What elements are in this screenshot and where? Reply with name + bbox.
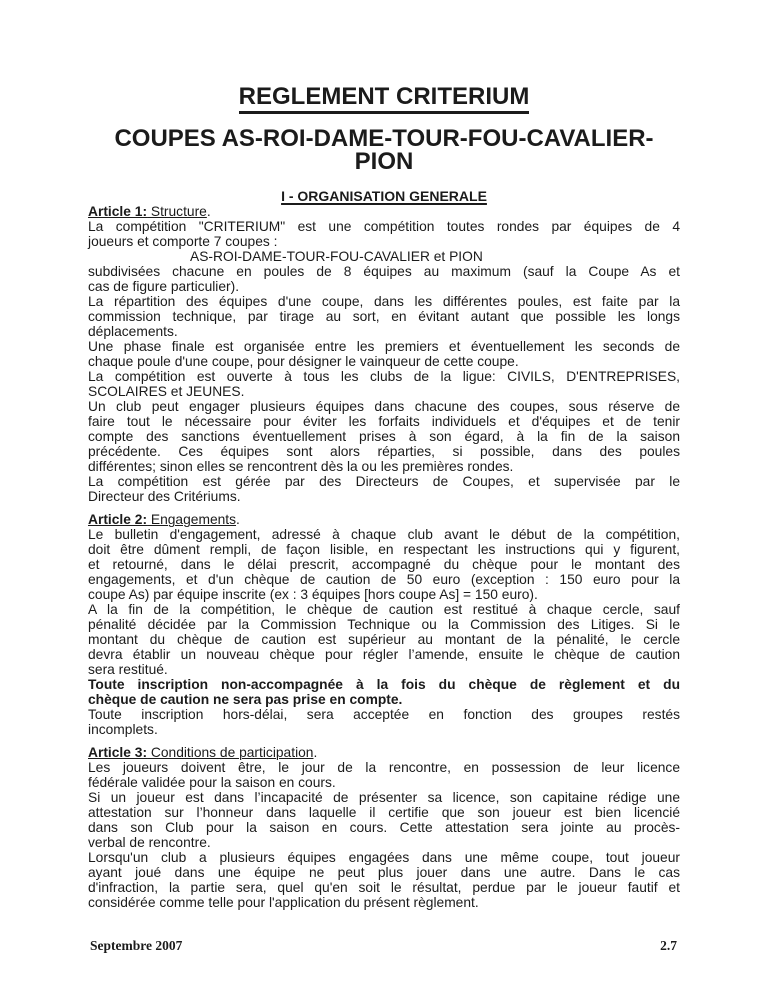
article-3-period: .	[313, 745, 318, 760]
text-line: fédérale validée pour la saison en cours.	[88, 775, 336, 790]
footer-page-number: 2.7	[660, 938, 677, 953]
text-line: Si un joueur est dans l’incapacité de présenter sa licence, son capitaine rédige une	[88, 790, 680, 805]
text-line: La compétition "CRITERIUM" est une compétition toutes rondes par équipes de 4	[88, 219, 680, 234]
text-line: Une phase finale est organisée entre les premiers et éventuellement les seconds de	[88, 339, 680, 354]
text-line: compte des sanctions éventuellement prises à son égard, à la fin de la saison	[88, 429, 680, 444]
text-line: Toute inscription non-accompagnée à la fois du chèque de règlement et du	[88, 677, 680, 692]
paragraph	[88, 760, 680, 790]
text-line: La répartition des équipes d'une coupe, dans les différentes poules, est faite par la	[88, 294, 680, 309]
text-line: Un club peut engager plusieurs équipes dans chacune des coupes, sous réserve de	[88, 399, 680, 414]
section-heading-text: I - ORGANISATION GENERALE	[281, 188, 487, 204]
article-1-period: .	[206, 204, 211, 219]
document-subtitle-line-2: PION	[354, 148, 414, 175]
article-3-label: Article 3:	[88, 745, 148, 760]
document-subtitle	[88, 127, 680, 173]
text-line: commission technique, par tirage au sort, en évitant autant que possible les longs	[88, 309, 680, 324]
text-line: verbal de rencontre.	[88, 835, 211, 850]
paragraph	[88, 850, 680, 910]
text-line: cas de figure particulier).	[88, 279, 240, 294]
article-3-title: Conditions de participation	[147, 745, 314, 760]
article-2-label: Article 2:	[88, 512, 148, 527]
paragraph	[88, 369, 680, 399]
text-line: attestation sur l’honneur dans laquelle il certifie que son joueur est bien licencié	[88, 805, 680, 820]
text-line: montant du chèque de caution est supérieur au montant de la pénalité, le cercle	[88, 632, 680, 647]
article-2-period: .	[236, 512, 240, 527]
section-heading	[88, 188, 680, 204]
text-line: chaque poule d'une coupe, pour désigner le vainqueur de cette coupe.	[88, 354, 519, 369]
article-1-title: Structure	[147, 204, 207, 219]
footer-date: Septembre 2007	[90, 938, 183, 953]
text-line: Le bulletin d'engagement, adressé à chaque club avant le début de la compétition,	[88, 527, 680, 542]
text-line: et retourné, dans le délai prescrit, accompagné du chèque pour le montant des	[88, 557, 680, 572]
text-line: subdivisées chacune en poules de 8 équipes au maximum (sauf la Coupe As et	[88, 264, 680, 279]
text-line: devra établir un nouveau chèque pour régler l’amende, ensuite le chèque de caution	[88, 647, 680, 662]
text-line: sera restitué.	[88, 662, 168, 677]
document-title-text: REGLEMENT CRITERIUM	[239, 84, 530, 114]
text-line: différentes; sinon elles se rencontrent dès la ou les premières rondes.	[88, 459, 514, 474]
paragraph	[88, 399, 680, 474]
paragraph	[88, 790, 680, 850]
paragraph	[88, 219, 680, 249]
text-line: dans son Club pour la saison en cours. Cette attestation sera jointe au procès-	[88, 820, 680, 835]
text-line: La compétition est ouverte à tous les clubs de la ligue: CIVILS, D'ENTREPRISES,	[88, 369, 680, 384]
article-2-heading	[88, 512, 680, 527]
paragraph	[88, 474, 680, 504]
article-3-heading	[88, 745, 680, 760]
paragraph	[88, 527, 680, 602]
paragraph	[88, 602, 680, 677]
text-line: Lorsqu'un club a plusieurs équipes engagées dans une même coupe, tout joueur	[88, 850, 680, 865]
paragraph-bold	[88, 677, 680, 707]
text-line: doit être dûment rempli, de façon lisible, en respectant les instructions qui y figurent,	[88, 542, 680, 557]
text-line: engagements, et d'un chèque de caution de 50 euro (exception : 150 euro pour la	[88, 572, 680, 587]
text-line: faire tout le nécessaire pour éviter les forfaits individuels et d'équipes et de tenir	[88, 414, 680, 429]
text-line: A la fin de la compétition, le chèque de caution est restitué à chaque cercle, sauf	[88, 602, 680, 617]
text-line: Les joueurs doivent être, le jour de la rencontre, en possession de leur licence	[88, 760, 680, 775]
text-line: Toute inscription hors-délai, sera acceptée en fonction des groupes restés	[88, 707, 680, 722]
text-line: précédente. Ces équipes sont alors réparties, si possible, dans des poules	[88, 444, 680, 459]
text-line: SCOLAIRES et JEUNES.	[88, 384, 245, 399]
paragraph	[88, 294, 680, 339]
text-line: Directeur des Critériums.	[88, 489, 241, 504]
text-line: joueurs et comporte 7 coupes :	[88, 234, 278, 249]
text-line: déplacements.	[88, 324, 178, 339]
text-line: ayant joué dans une équipe ne peut plus jouer dans une autre. Dans le cas	[88, 865, 680, 880]
document-body	[88, 204, 680, 910]
text-line: La compétition est gérée par des Directeurs de Coupes, et supervisée par le	[88, 474, 680, 489]
text-line: considérée comme telle pour l'application du présent règlement.	[88, 895, 479, 910]
text-line: pénalité décidée par la Commission Technique ou la Commission des Litiges. Si le	[88, 617, 680, 632]
paragraph	[88, 707, 680, 737]
document-title	[88, 84, 680, 114]
text-line: d'infraction, la partie sera, quel qu'en soit le résultat, perdue par le joueur fautif et	[88, 880, 680, 895]
paragraph	[88, 339, 680, 369]
text-line: chèque de caution ne sera pas prise en compte.	[88, 692, 403, 707]
document-subtitle-line-1: COUPES AS-ROI-DAME-TOUR-FOU-CAVALIER-	[114, 125, 654, 152]
text-line: coupe As) par équipe inscrite (ex : 3 équipes [hors coupe As] = 150 euro).	[88, 587, 538, 602]
article-2-title: Engagements	[147, 512, 237, 527]
article-1-heading	[88, 204, 680, 219]
paragraph	[88, 264, 680, 294]
article-1-label: Article 1:	[88, 204, 148, 219]
page-footer	[90, 938, 677, 954]
text-line: incomplets.	[88, 722, 158, 737]
coupes-list-line: AS-ROI-DAME-TOUR-FOU-CAVALIER et PION	[190, 249, 483, 264]
